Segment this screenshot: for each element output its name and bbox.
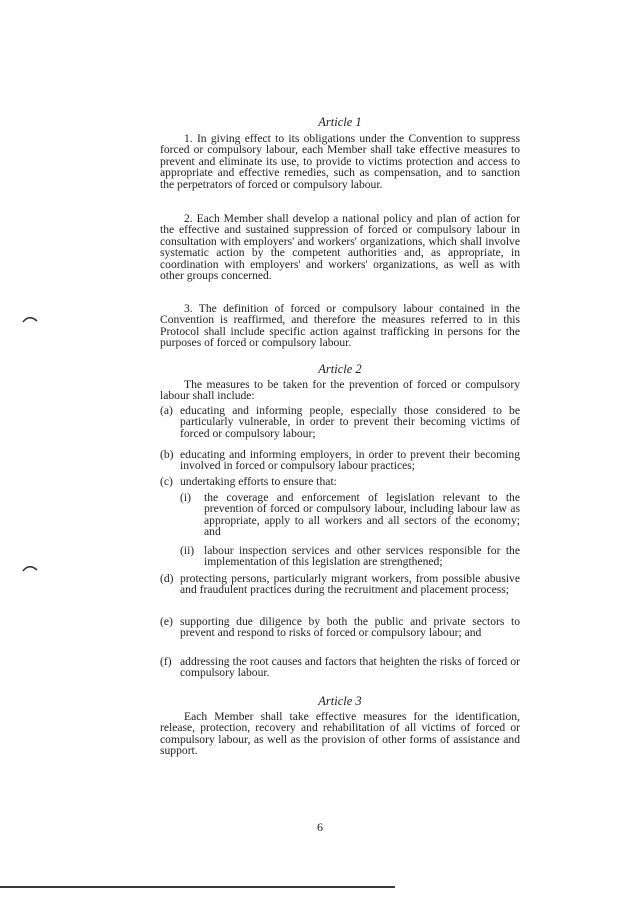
- binder-hole-mark: [22, 563, 38, 573]
- article-3-paragraph-1: Each Member shall take effective measures for the identification, release, protection, recovery and rehabilitation of all victims of forced or compulsory labour, as well as the provision of other forms of assistance and support.: [160, 710, 520, 758]
- list-item-label: (f): [160, 655, 172, 668]
- list-item-c: [160, 476, 520, 487]
- sub-item-i: [180, 492, 520, 538]
- article-1-paragraph-3: 3. The definition of forced or compulsory labour contained in the Convention is reaffirmed, and therefore the measures referred to in this Protocol shall include specific action against trafficking in persons for the purposes of forced or compulsory labour.: [160, 302, 520, 350]
- list-item-label: (a): [160, 404, 173, 417]
- sub-item-ii: [180, 545, 520, 568]
- page-number: 6: [317, 820, 323, 834]
- list-item-f: [160, 656, 520, 679]
- list-item-label: (e): [160, 615, 173, 628]
- list-item-text: educating and informing people, especially those considered to be particularly vulnerable, in order to prevent their becoming victims of forced or compulsory labour;: [180, 404, 520, 440]
- article-1-heading: Article 1: [318, 115, 362, 129]
- bottom-rule: [0, 886, 395, 888]
- list-item-text: undertaking efforts to ensure that:: [180, 475, 337, 488]
- list-item-a: [160, 405, 520, 439]
- list-item-label: (c): [160, 475, 173, 488]
- list-item-label: (d): [160, 572, 174, 585]
- sub-item-label: (ii): [180, 544, 195, 557]
- sub-item-label: (i): [180, 491, 191, 504]
- list-item-label: (b): [160, 448, 174, 461]
- list-item-text: supporting due diligence by both the public and private sectors to prevent and respond to risks of forced or compulsory labour; and: [180, 615, 520, 640]
- list-item-d: [160, 573, 520, 596]
- sub-item-text: labour inspection services and other services responsible for the implementation of this legislation are strengthened;: [204, 544, 520, 569]
- article-3-heading: Article 3: [318, 694, 362, 708]
- list-item-b: [160, 449, 520, 472]
- list-item-e: [160, 616, 520, 639]
- article-2-intro: The measures to be taken for the prevention of forced or compulsory labour shall include:: [160, 378, 520, 403]
- sub-item-text: the coverage and enforcement of legislation relevant to the prevention of forced or compulsory labour, including labour law as appropriate, apply to all workers and all sectors of the economy; and: [204, 491, 520, 539]
- binder-hole-mark: [22, 314, 38, 324]
- list-item-text: protecting persons, particularly migrant workers, from possible abusive and fraudulent practices during the recruitment and placement process;: [180, 572, 520, 597]
- article-2-heading: Article 2: [318, 362, 362, 376]
- list-item-text: addressing the root causes and factors that heighten the risks of forced or compulsory labour.: [180, 655, 520, 680]
- article-1-paragraph-1: 1. In giving effect to its obligations under the Convention to suppress forced or compulsory labour, each Member shall take effective measures to prevent and eliminate its use, to provide to victims protection and access to appropriate and effective remedies, such as compensation, and to sanction the perpetrators of forced or compulsory labour.: [160, 132, 520, 191]
- list-item-text: educating and informing employers, in order to prevent their becoming involved in forced or compulsory labour practices;: [180, 448, 520, 473]
- article-1-paragraph-2: 2. Each Member shall develop a national policy and plan of action for the effective and sustained suppression of forced or compulsory labour in consultation with employers' and workers' organizations, which shall involve systematic action by the competent authorities and, as appropriate, in coordination with employers' and workers' organizations, as well as with other groups concerned.: [160, 212, 520, 283]
